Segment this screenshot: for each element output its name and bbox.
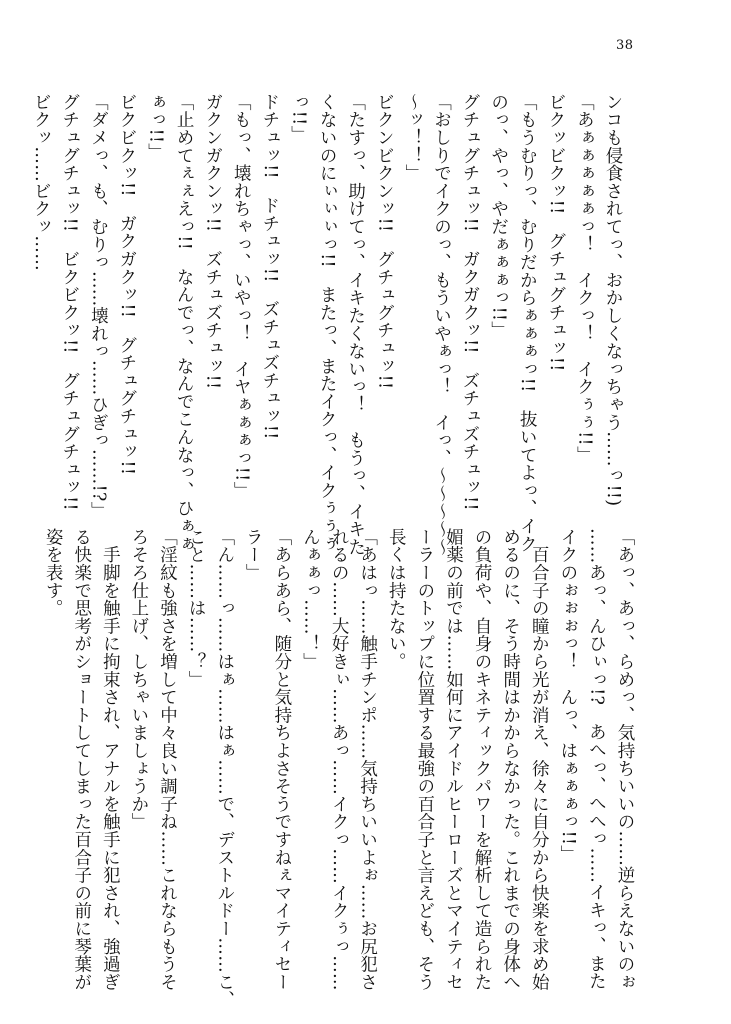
text-line: 「ん……っ……はぁ……はぁ……で、デストルドー……こ、 <box>214 528 235 1009</box>
page-number: 38 <box>616 38 634 53</box>
text-line: 「淫紋も強さを増して中々良い調子ね……これならもうそ <box>157 528 178 991</box>
text-line: の負荷や、自身のキネティックパワーを解析して造られた <box>472 528 493 991</box>
text-line: ……あっ、んひぃっ!? あへっ、へへっ……イキっ、また <box>586 528 607 991</box>
text-line: んぁぁっ……！」 <box>300 528 321 671</box>
text-line: グチュグチュッ!! ガクガクッ!! ズチュズチュッ!! <box>460 93 481 511</box>
text-line: 「もうむりっ、むりだからぁぁぁっ!! 抜いてよっ、イク <box>517 93 538 553</box>
text-line: イクのぉぉぉっ！ んっ、はぁぁぁっ!!」 <box>557 528 578 864</box>
text-line: 「あっ、あっ、らめっ、気持ちいいの……逆らえないのぉ <box>615 528 635 991</box>
text-line: 「あらあら、随分と気持ちよさそうですねぇマイティセー <box>271 528 292 991</box>
text-line: めるのに、そう時間はかからなかった。これまでの身体へ <box>500 528 521 991</box>
text-line: 百合子の瞳から光が消え、徐々に自分から快楽を求め始 <box>529 528 550 991</box>
text-line: 「ダメっ、も、むりっ……壊れっ……ひぎっ……!?」 <box>88 93 109 520</box>
text-line: 手脚を触手に拘束され、アナルを触手に犯され、強過ぎ <box>100 528 121 991</box>
text-line: グチュグチュッ!! ビクビクッ!! グチュグチュッ!! <box>59 93 80 511</box>
text-line: っ!!」 <box>288 93 309 144</box>
text-line: 「止めてぇぇえっ!! なんでっ、なんでこんなっ、ひぁぁ <box>174 93 195 553</box>
text-line: ぁっ!!」 <box>145 93 166 162</box>
text-line: ビクッビクッ!! グチュグチュッ!! <box>545 93 566 372</box>
text-line: 「あぁぁぁぁぁっ！ イクっ！ イクぅぅ!!」 <box>574 93 595 464</box>
text-line: ドチュッ!! ドチュッ!! ズチュズチュッ!! <box>259 93 280 440</box>
text-line: こと……は……？」 <box>186 528 207 689</box>
text-line: ラー」 <box>243 528 264 582</box>
text-line: 「たすっ、助けてっ、イキたくないっ！ もうっ、イキた <box>345 93 366 556</box>
text-line: る快楽で思考がショートしてしまった百合子の前に琴葉が <box>71 528 92 991</box>
text-line: ビクッ……ビクッ…… <box>31 93 52 271</box>
text-line: ろそろ仕上げ、しちゃいましょうか」 <box>128 528 149 831</box>
text-line: ンコも侵食されてっ、おかしくなっちゃう……っ!!) <box>603 93 623 507</box>
text-block-bottom <box>39 528 639 1009</box>
text-line: 「もっ、壊れちゃっ、いやっ！ イヤぁぁぁっ!!」 <box>231 93 252 500</box>
text-line: 「あはっ……触手チンポ……気持ちいいよぉ……お尻犯さ <box>357 528 378 991</box>
text-line: 媚薬の前では……如何にアイドルヒーローズとマイティセ <box>443 528 464 991</box>
text-line: ビクンビクンッ!! グチュグチュッ!! <box>374 93 395 390</box>
text-line: ビクビクッ!! ガクガクッ!! グチュグチュッ!! <box>116 93 137 476</box>
text-line: ～ッ！！」 <box>402 93 423 182</box>
text-line: くないのにぃぃぃっ!! またっ、またイクっ、イクぅぅぅ <box>317 93 338 553</box>
text-line: ガクンガクンッ!! ズチュズチュッ!! <box>202 93 223 390</box>
text-line: 「おしりでイクのっ、もういやぁっ！ イっ、～～～～～ <box>431 93 452 556</box>
text-line: 姿を表す。 <box>43 528 64 617</box>
text-line: れるの……大好きぃ……あっ……イクっ……イクぅっ…… <box>329 528 350 991</box>
text-line: ーラーのトップに位置する最強の百合子と言えども、そう <box>414 528 435 991</box>
text-line: のっ、やっ、やだぁぁぁっ!!」 <box>488 93 509 340</box>
text-line: 長くは持たない。 <box>386 528 407 671</box>
